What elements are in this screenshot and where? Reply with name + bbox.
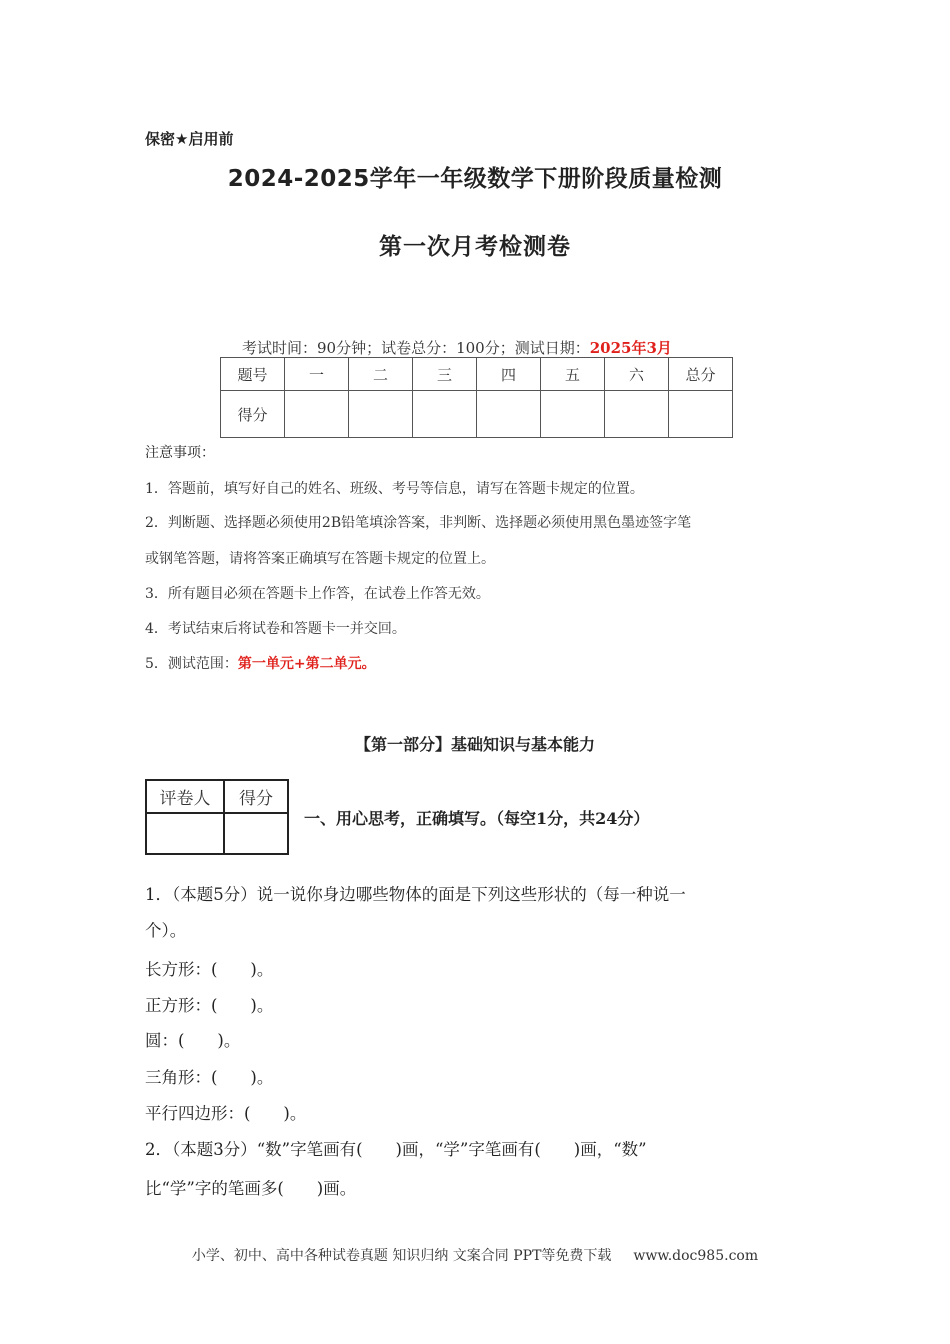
- note-scope-prefix: 5．测试范围：: [145, 656, 238, 672]
- exam-title: 2024-2025学年一年级数学下册阶段质量检测: [227, 166, 723, 192]
- note-item: 4．考试结束后将试卷和答题卡一并交回。: [145, 621, 406, 637]
- fill-blank-item: 长方形：( )。: [145, 960, 274, 979]
- score-cell[interactable]: [541, 391, 605, 438]
- score-header-cell: 一: [285, 358, 349, 391]
- notes-title: 注意事项：: [145, 445, 215, 461]
- score-cell[interactable]: [477, 391, 541, 438]
- score-cell[interactable]: [413, 391, 477, 438]
- grader-score-label: 得分: [224, 780, 288, 813]
- question-2-continuation: 比“学”字的笔画多( )画。: [145, 1179, 357, 1198]
- score-header-cell: 总分: [669, 358, 733, 391]
- question-2: 2．（本题3分）“数”字笔画有( )画，“学”字笔画有( )画，“数”: [145, 1140, 647, 1159]
- test-scope: 第一单元+第二单元: [237, 656, 362, 672]
- score-cell[interactable]: [349, 391, 413, 438]
- score-header-cell: 二: [349, 358, 413, 391]
- section-title: 一、用心思考，正确填写。（每空1分，共24分）: [304, 809, 650, 828]
- confidential-label: 保密★启用前: [145, 130, 234, 148]
- score-cell[interactable]: [285, 391, 349, 438]
- exam-info-text: 考试时间：90分钟；试卷总分：100分；测试日期：: [242, 339, 590, 357]
- note-item: 2．判断题、选择题必须使用2B铅笔填涂答案，非判断、选择题必须使用黑色墨迹签字笔: [145, 515, 692, 531]
- fill-blank-item: 三角形：( )。: [145, 1068, 274, 1087]
- score-header-cell: 题号: [221, 358, 285, 391]
- score-table-header-row: [221, 358, 733, 391]
- footer-text: 小学、初中、高中各种试卷真题 知识归纳 文案合同 PPT等免费下载: [191, 1248, 612, 1264]
- grader-table-header-row: [146, 780, 288, 813]
- exam-subtitle: 第一次月考检测卷: [379, 234, 571, 260]
- score-cell[interactable]: [669, 391, 733, 438]
- fill-blank-item: 平行四边形：( )。: [145, 1104, 307, 1123]
- score-table-score-row: [221, 391, 733, 438]
- score-header-cell: 三: [413, 358, 477, 391]
- grader-table: [145, 779, 289, 855]
- question-1-continuation: 个）。: [145, 921, 187, 940]
- exam-info: [242, 337, 672, 358]
- grader-score-cell[interactable]: [224, 813, 288, 854]
- reviewer-label: 评卷人: [146, 780, 224, 813]
- note-item: 1．答题前，填写好自己的姓名、班级、考号等信息，请写在答题卡规定的位置。: [145, 481, 644, 497]
- score-row-label: 得分: [221, 391, 285, 438]
- page-footer: [0, 1245, 950, 1265]
- part-heading: 【第一部分】基础知识与基本能力: [354, 735, 595, 754]
- grader-table-blank-row: [146, 813, 288, 854]
- fill-blank-item: 正方形：( )。: [145, 996, 274, 1015]
- score-header-cell: 四: [477, 358, 541, 391]
- footer-site-link[interactable]: www.doc985.com: [633, 1248, 759, 1264]
- score-table: [220, 357, 733, 438]
- note-item-continuation: 或钢笔答题，请将答案正确填写在答题卡规定的位置上。: [145, 551, 495, 567]
- note-scope-suffix: 。: [361, 656, 376, 672]
- note-item: [145, 653, 376, 673]
- score-cell[interactable]: [605, 391, 669, 438]
- score-header-cell: 六: [605, 358, 669, 391]
- score-header-cell: 五: [541, 358, 605, 391]
- note-item: 3．所有题目必须在答题卡上作答，在试卷上作答无效。: [145, 586, 490, 602]
- reviewer-cell[interactable]: [146, 813, 224, 854]
- exam-date: 2025年3月: [589, 339, 672, 357]
- question-1: 1．（本题5分）说一说你身边哪些物体的面是下列这些形状的（每一种说一: [145, 885, 686, 904]
- fill-blank-item: 圆：( )。: [145, 1031, 241, 1050]
